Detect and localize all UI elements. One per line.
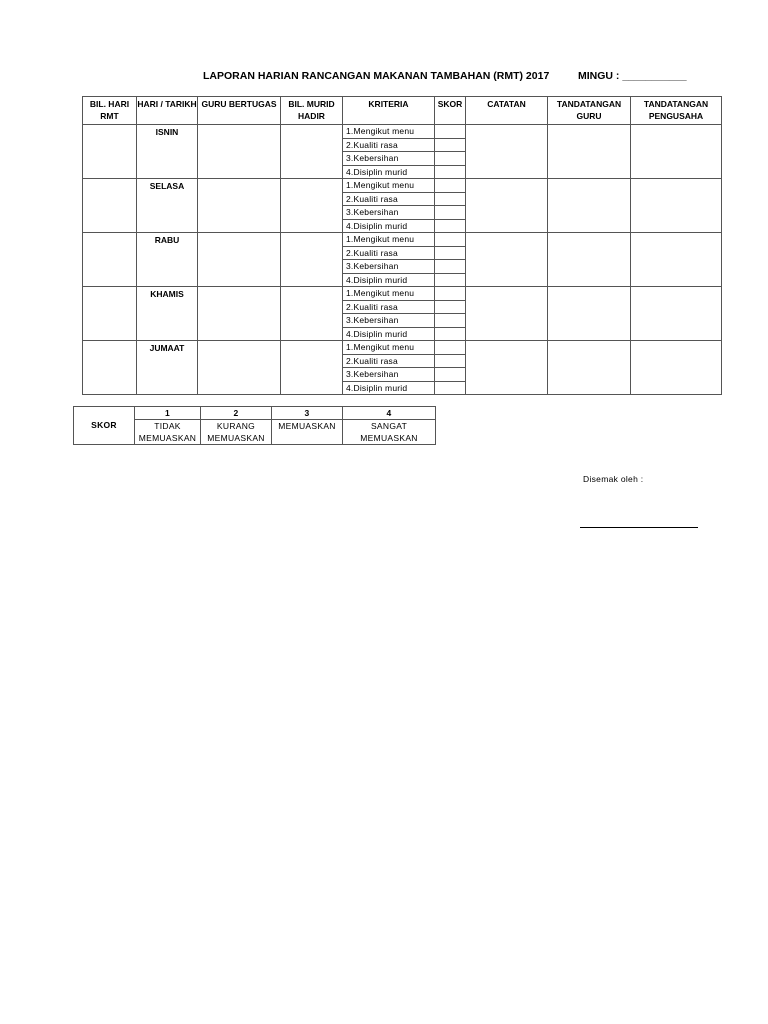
col-skor: SKOR [435, 97, 466, 125]
daily-report-table [82, 96, 722, 395]
criteria-cell: 4.Disiplin murid [343, 219, 435, 233]
criteria-cell: 3.Kebersihan [343, 206, 435, 220]
tandatangan-pengusaha-cell[interactable] [631, 125, 722, 179]
report-title: LAPORAN HARIAN RANCANGAN MAKANAN TAMBAHAN (RMT) 2017 [203, 70, 550, 82]
skor-cell[interactable] [435, 260, 466, 274]
col-catatan: CATATAN [466, 97, 548, 125]
day-cell: SELASA [137, 179, 198, 233]
skor-cell[interactable] [435, 327, 466, 341]
col-tandatangan-guru: TANDATANGAN GURU [548, 97, 631, 125]
criteria-cell: 4.Disiplin murid [343, 327, 435, 341]
score-number: 2 [201, 407, 272, 420]
criteria-cell: 3.Kebersihan [343, 368, 435, 382]
bil-murid-cell[interactable] [281, 341, 343, 395]
skor-cell[interactable] [435, 273, 466, 287]
header-row [83, 97, 722, 125]
catatan-cell[interactable] [466, 179, 548, 233]
score-numbers-row [74, 407, 436, 420]
score-number: 1 [135, 407, 201, 420]
skor-cell[interactable] [435, 125, 466, 139]
col-tandatangan-pengusaha: TANDATANGAN PENGUSAHA [631, 97, 722, 125]
criteria-cell: 1.Mengikut menu [343, 179, 435, 193]
skor-cell[interactable] [435, 179, 466, 193]
tandatangan-pengusaha-cell[interactable] [631, 179, 722, 233]
tandatangan-pengusaha-cell[interactable] [631, 341, 722, 395]
skor-cell[interactable] [435, 138, 466, 152]
bil-murid-cell[interactable] [281, 125, 343, 179]
col-bil-hari: BIL. HARI RMT [83, 97, 137, 125]
col-guru-bertugas: GURU BERTUGAS [198, 97, 281, 125]
week-field[interactable]: MINGU : ___________ [578, 70, 687, 82]
criteria-cell: 2.Kualiti rasa [343, 192, 435, 206]
score-desc: MEMUASKAN [343, 432, 436, 445]
tandatangan-pengusaha-cell[interactable] [631, 233, 722, 287]
bil-murid-cell[interactable] [281, 233, 343, 287]
criteria-cell: 3.Kebersihan [343, 152, 435, 166]
bil-hari-cell[interactable] [83, 341, 137, 395]
criteria-cell: 1.Mengikut menu [343, 341, 435, 355]
criteria-row [83, 179, 722, 193]
catatan-cell[interactable] [466, 287, 548, 341]
score-number: 4 [343, 407, 436, 420]
skor-cell[interactable] [435, 152, 466, 166]
criteria-cell: 3.Kebersihan [343, 314, 435, 328]
criteria-cell: 4.Disiplin murid [343, 273, 435, 287]
guru-bertugas-cell[interactable] [198, 125, 281, 179]
criteria-cell: 1.Mengikut menu [343, 287, 435, 301]
catatan-cell[interactable] [466, 341, 548, 395]
skor-cell[interactable] [435, 246, 466, 260]
day-cell: JUMAAT [137, 341, 198, 395]
criteria-cell: 4.Disiplin murid [343, 165, 435, 179]
skor-cell[interactable] [435, 381, 466, 395]
score-desc: TIDAK [135, 420, 201, 433]
criteria-cell: 3.Kebersihan [343, 260, 435, 274]
skor-cell[interactable] [435, 219, 466, 233]
signature-line[interactable] [580, 527, 698, 528]
score-desc: MEMUASKAN [201, 432, 272, 445]
catatan-cell[interactable] [466, 125, 548, 179]
guru-bertugas-cell[interactable] [198, 341, 281, 395]
skor-cell[interactable] [435, 287, 466, 301]
criteria-row [83, 125, 722, 139]
bil-murid-cell[interactable] [281, 179, 343, 233]
criteria-cell: 2.Kualiti rasa [343, 138, 435, 152]
catatan-cell[interactable] [466, 233, 548, 287]
criteria-row [83, 287, 722, 301]
bil-hari-cell[interactable] [83, 179, 137, 233]
criteria-cell: 2.Kualiti rasa [343, 246, 435, 260]
score-desc: MEMUASKAN [135, 432, 201, 445]
score-number: 3 [272, 407, 343, 420]
criteria-cell: 4.Disiplin murid [343, 381, 435, 395]
tandatangan-guru-cell[interactable] [548, 179, 631, 233]
tandatangan-pengusaha-cell[interactable] [631, 287, 722, 341]
criteria-cell: 2.Kualiti rasa [343, 300, 435, 314]
score-desc: MEMUASKAN [272, 420, 343, 433]
bil-hari-cell[interactable] [83, 233, 137, 287]
criteria-cell: 2.Kualiti rasa [343, 354, 435, 368]
bil-murid-cell[interactable] [281, 287, 343, 341]
skor-cell[interactable] [435, 192, 466, 206]
guru-bertugas-cell[interactable] [198, 179, 281, 233]
skor-cell[interactable] [435, 314, 466, 328]
score-desc [272, 432, 343, 445]
criteria-row [83, 341, 722, 355]
day-cell: ISNIN [137, 125, 198, 179]
bil-hari-cell[interactable] [83, 125, 137, 179]
guru-bertugas-cell[interactable] [198, 287, 281, 341]
skor-cell[interactable] [435, 300, 466, 314]
skor-cell[interactable] [435, 206, 466, 220]
skor-cell[interactable] [435, 233, 466, 247]
skor-cell[interactable] [435, 341, 466, 355]
day-cell: RABU [137, 233, 198, 287]
col-hari-tarikh: HARI / TARIKH [137, 97, 198, 125]
criteria-row [83, 233, 722, 247]
skor-cell[interactable] [435, 368, 466, 382]
day-cell: KHAMIS [137, 287, 198, 341]
tandatangan-guru-cell[interactable] [548, 287, 631, 341]
score-label: SKOR [74, 407, 135, 445]
skor-cell[interactable] [435, 354, 466, 368]
score-desc: KURANG [201, 420, 272, 433]
score-legend-table [73, 406, 436, 445]
guru-bertugas-cell[interactable] [198, 233, 281, 287]
tandatangan-guru-cell[interactable] [548, 341, 631, 395]
criteria-cell: 1.Mengikut menu [343, 125, 435, 139]
tandatangan-guru-cell[interactable] [548, 233, 631, 287]
checked-by-label: Disemak oleh : [583, 474, 644, 484]
col-bil-murid: BIL. MURID HADIR [281, 97, 343, 125]
col-kriteria: KRITERIA [343, 97, 435, 125]
tandatangan-guru-cell[interactable] [548, 125, 631, 179]
skor-cell[interactable] [435, 165, 466, 179]
bil-hari-cell[interactable] [83, 287, 137, 341]
criteria-cell: 1.Mengikut menu [343, 233, 435, 247]
score-desc: SANGAT [343, 420, 436, 433]
